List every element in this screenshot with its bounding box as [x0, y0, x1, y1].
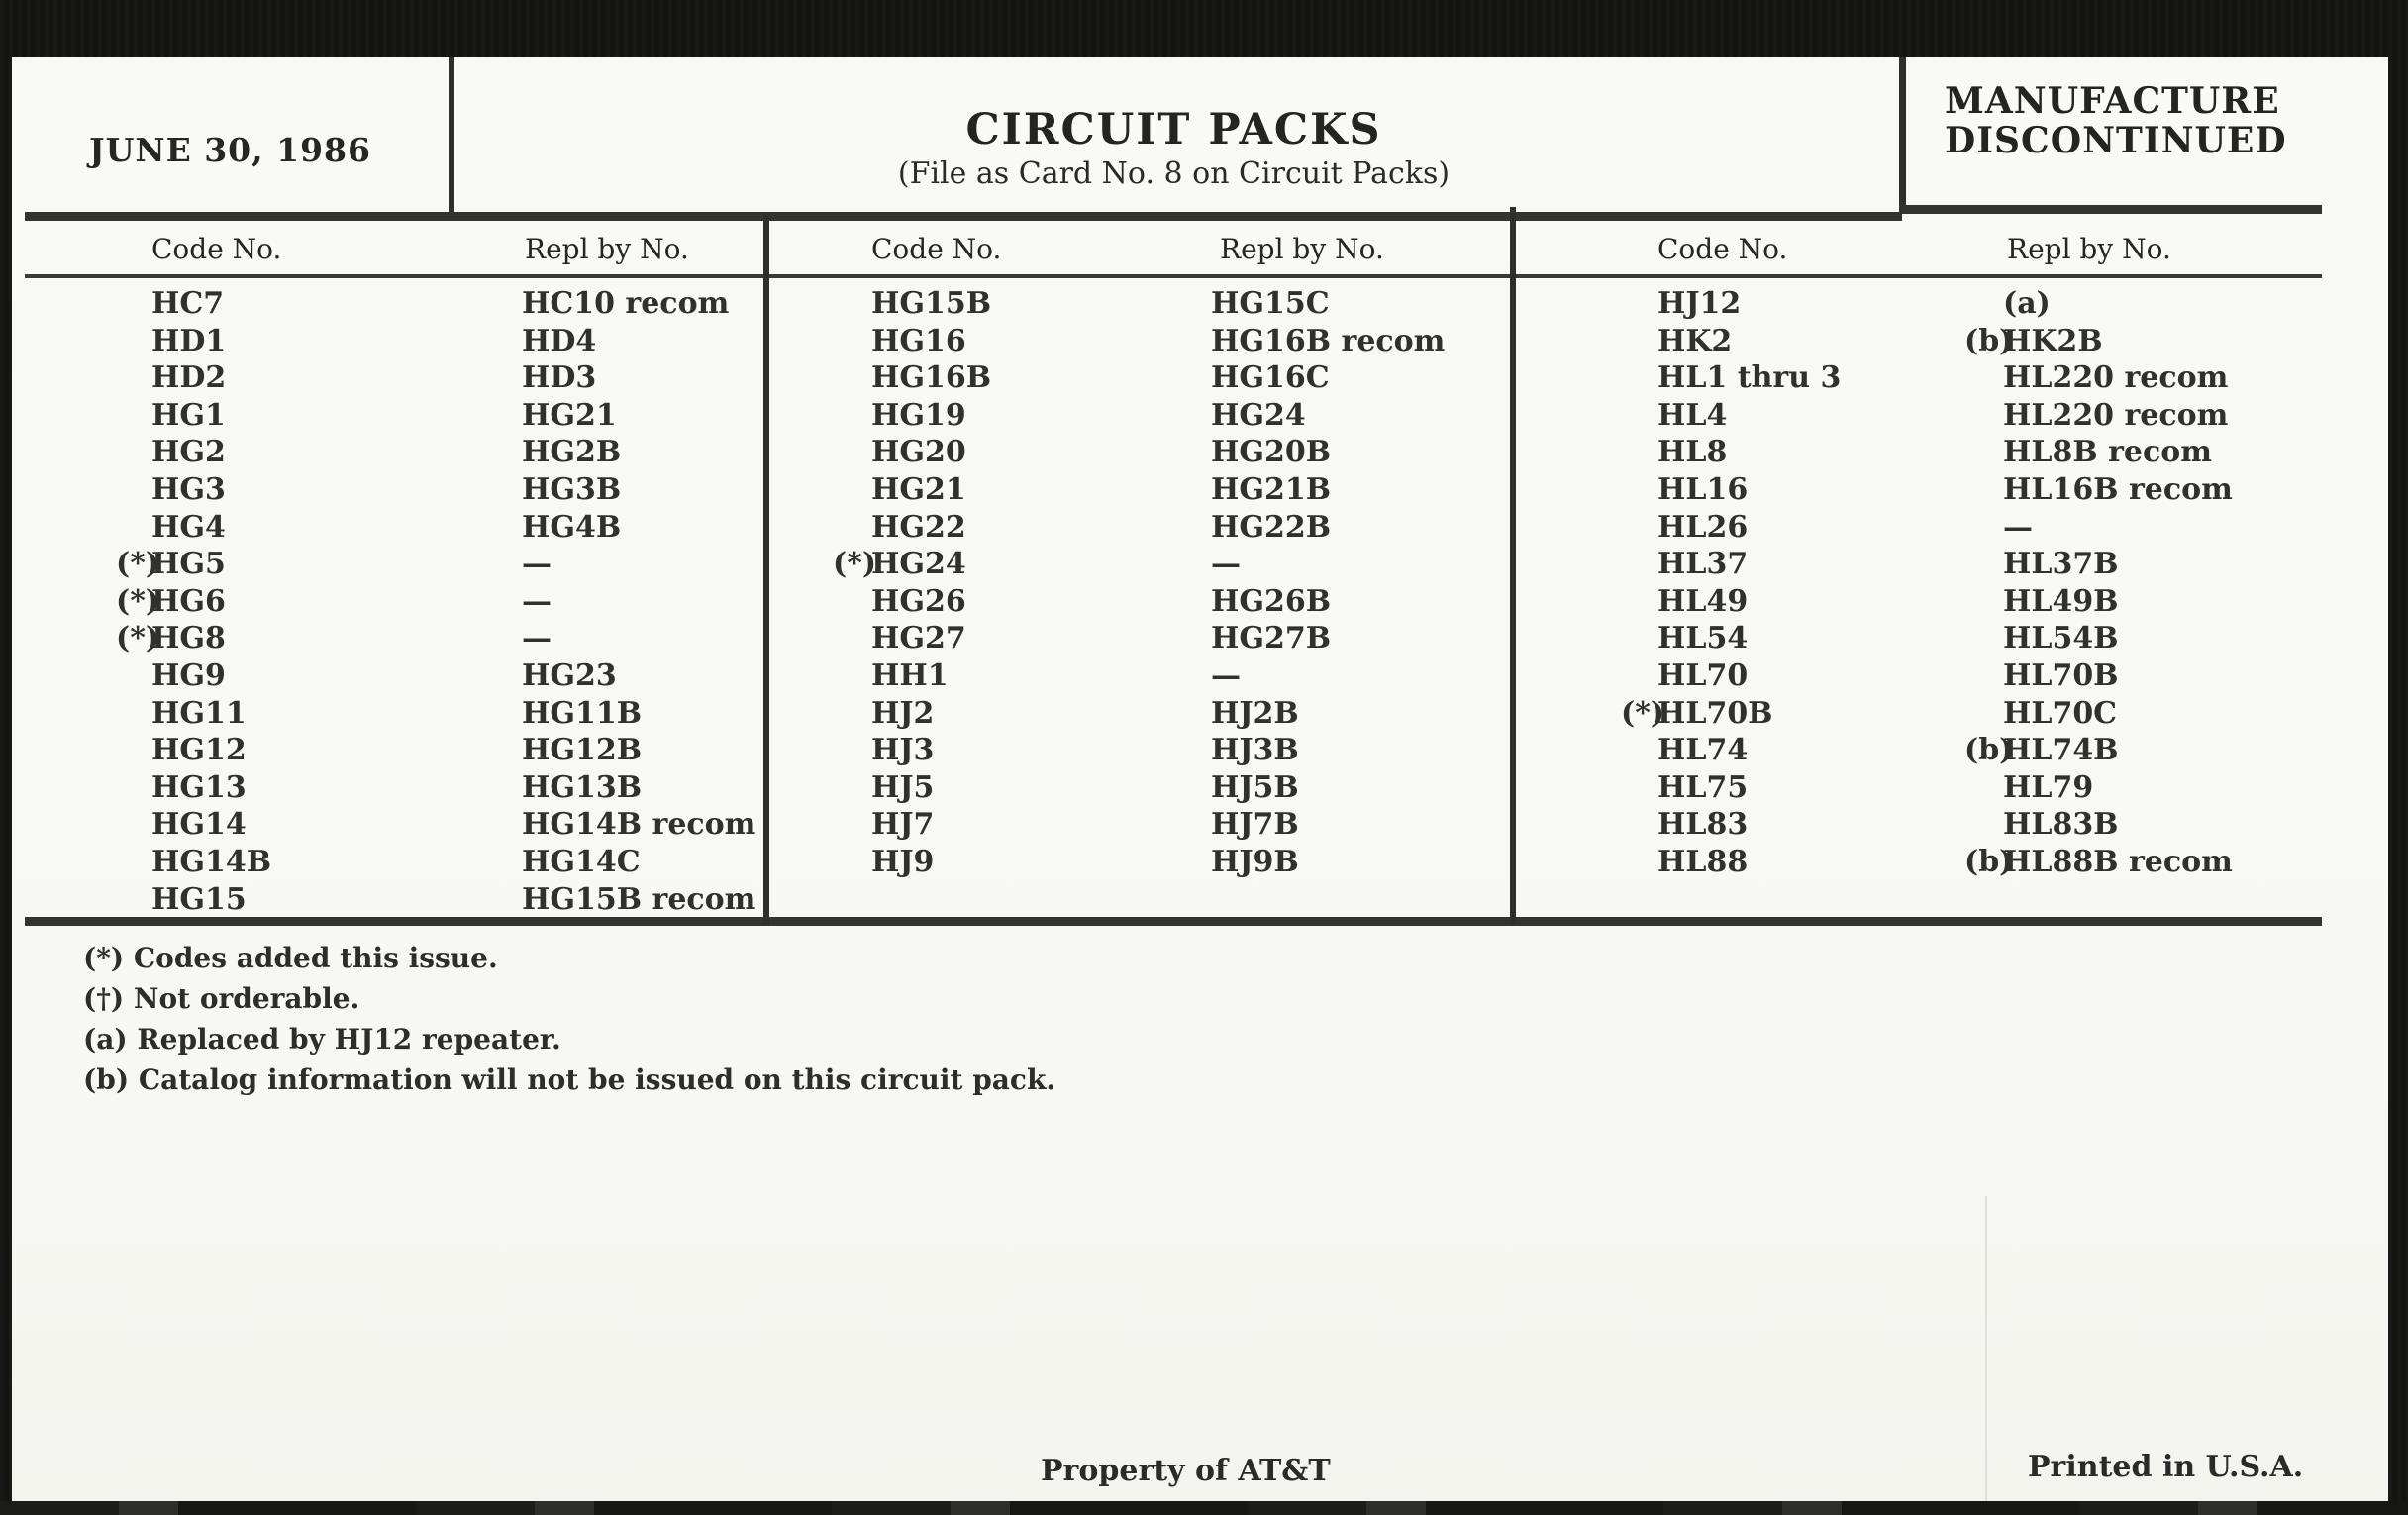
code-flag	[833, 583, 871, 621]
code-flag	[1621, 546, 1657, 583]
code-flag: (*)	[116, 547, 160, 582]
repl-no-value: HC10 recom	[522, 286, 730, 321]
code-flag	[1621, 769, 1657, 807]
code-flag	[116, 323, 151, 360]
repl-flag	[1964, 583, 2003, 621]
table-row	[116, 732, 763, 769]
repl-no-value: HG11B	[522, 695, 643, 731]
repl-no-value: —	[522, 621, 552, 656]
code-flag	[116, 509, 151, 547]
repl-no-value: HL70B	[2003, 657, 2119, 693]
footnote-replaced-by: (a) Replaced by HJ12 repeater.	[83, 1023, 561, 1056]
code-flag	[833, 806, 871, 844]
repl-no-value: HG16C	[1211, 360, 1330, 396]
table-row	[1621, 323, 2320, 360]
table-row	[116, 806, 763, 844]
code-flag	[1621, 285, 1657, 323]
repl-flag	[1964, 769, 2003, 807]
table-row	[1621, 657, 2320, 695]
table-row	[833, 509, 1510, 547]
table-row	[833, 620, 1510, 657]
column-header-repl: Repl by No.	[1220, 233, 1384, 265]
code-no-value: HL70B	[1657, 695, 1773, 731]
column-header-code: Code No.	[871, 233, 1002, 265]
code-no-value: HL26	[1657, 509, 1749, 545]
code-flag	[833, 397, 871, 435]
repl-no-value: HG24	[1211, 397, 1306, 433]
code-no-value: HG6	[151, 583, 226, 619]
code-flag	[116, 285, 151, 323]
circuit-packs-card	[12, 57, 2388, 1505]
code-flag	[116, 732, 151, 769]
table-bottom-rule	[25, 917, 2322, 926]
header-rule-right	[1899, 205, 2322, 214]
repl-no-value: HG21B	[1211, 471, 1332, 507]
code-no-value: HG26	[871, 583, 966, 619]
code-flag	[1621, 397, 1657, 435]
table-row	[833, 657, 1510, 695]
repl-flag: (b)	[1964, 323, 2014, 358]
code-no-value: HJ12	[1657, 286, 1742, 321]
repl-no-value: HL37B	[2003, 547, 2119, 582]
repl-no-value: HK2B	[2003, 323, 2103, 358]
table-row	[116, 397, 763, 435]
code-no-value: HG2	[151, 435, 226, 470]
code-flag	[833, 509, 871, 547]
repl-flag	[1964, 546, 2003, 583]
repl-no-value: HG15C	[1211, 286, 1330, 321]
code-flag	[116, 769, 151, 807]
code-no-value: HG9	[151, 657, 226, 693]
code-no-value: HG21	[871, 471, 966, 507]
code-flag	[116, 881, 151, 919]
table-row	[1621, 769, 2320, 807]
manufacture-discontinued-label: MANUFACTURE DISCONTINUED	[1945, 80, 2287, 161]
code-no-value: HK2	[1657, 323, 1733, 358]
code-flag	[833, 323, 871, 360]
repl-no-value: HD3	[522, 360, 597, 396]
table-row	[1621, 546, 2320, 583]
code-flag	[1621, 509, 1657, 547]
code-flag	[833, 657, 871, 695]
repl-no-value: HG20B	[1211, 435, 1332, 470]
table-row	[116, 509, 763, 547]
code-flag: (*)	[116, 621, 160, 656]
code-no-value: HJ9	[871, 844, 935, 879]
table-row	[116, 620, 763, 657]
scan-seam	[1985, 1196, 1987, 1505]
table-pane-middle	[833, 285, 1510, 881]
repl-no-value: HG2B	[522, 435, 622, 470]
table-row	[116, 323, 763, 360]
table-pane-left	[116, 285, 763, 918]
table-row	[1621, 620, 2320, 657]
table-row	[1621, 397, 2320, 435]
repl-no-value: HL54B	[2003, 621, 2119, 656]
code-flag: (*)	[1621, 695, 1665, 731]
code-no-value: HG19	[871, 397, 966, 433]
repl-no-value: HG21	[522, 397, 617, 433]
code-no-value: HL70	[1657, 657, 1749, 693]
column-header-rule	[25, 274, 2322, 278]
code-no-value: HL75	[1657, 769, 1749, 805]
pane-divider-1	[763, 214, 769, 926]
code-no-value: HG16	[871, 323, 966, 358]
code-flag	[1621, 471, 1657, 509]
table-row	[833, 583, 1510, 621]
code-flag: (*)	[116, 583, 160, 619]
repl-no-value: HG23	[522, 657, 617, 693]
table-row	[116, 769, 763, 807]
repl-no-value: HL79	[2003, 769, 2094, 805]
code-flag	[116, 434, 151, 471]
table-row	[1621, 434, 2320, 471]
repl-no-value: HL16B recom	[2003, 471, 2233, 507]
table-row	[116, 285, 763, 323]
pane-divider-2	[1510, 207, 1516, 926]
code-flag	[833, 434, 871, 471]
repl-flag: (b)	[1964, 844, 2014, 879]
repl-flag	[1964, 471, 2003, 509]
code-no-value: HL37	[1657, 547, 1749, 582]
code-no-value: HG13	[151, 769, 247, 805]
repl-no-value: HG14C	[522, 844, 641, 879]
code-no-value: HG20	[871, 435, 966, 470]
code-flag	[1621, 359, 1657, 397]
repl-no-value: HL220 recom	[2003, 397, 2229, 433]
code-no-value: HG15	[151, 881, 247, 917]
code-flag	[1621, 434, 1657, 471]
code-flag	[1621, 806, 1657, 844]
column-header-code: Code No.	[1657, 233, 1788, 265]
repl-no-value: HG3B	[522, 471, 622, 507]
repl-no-value: —	[522, 583, 552, 619]
code-no-value: HG16B	[871, 360, 992, 396]
table-row	[1621, 471, 2320, 509]
table-row	[833, 546, 1510, 583]
code-no-value: HD1	[151, 323, 227, 358]
table-row	[833, 359, 1510, 397]
table-row	[1621, 806, 2320, 844]
code-no-value: HG27	[871, 621, 966, 656]
title-block	[449, 57, 1899, 196]
code-no-value: HG14B	[151, 844, 272, 879]
table-row	[833, 732, 1510, 769]
repl-no-value: HJ2B	[1211, 695, 1299, 731]
repl-no-value: HG27B	[1211, 621, 1332, 656]
table-row	[833, 471, 1510, 509]
code-flag	[833, 769, 871, 807]
repl-no-value: —	[2003, 509, 2033, 545]
footnote-catalog-info: (b) Catalog information will not be issued on this circuit pack.	[83, 1063, 1056, 1096]
code-flag	[833, 285, 871, 323]
code-no-value: HG14	[151, 807, 247, 843]
repl-no-value: HG12B	[522, 733, 643, 768]
repl-flag	[1964, 620, 2003, 657]
column-header-repl: Repl by No.	[525, 233, 689, 265]
code-no-value: HJ5	[871, 769, 935, 805]
repl-no-value: HG4B	[522, 509, 622, 545]
code-no-value: HJ3	[871, 733, 935, 768]
code-no-value: HL88	[1657, 844, 1749, 879]
repl-no-value: HL83B	[2003, 807, 2119, 843]
repl-no-value: HL70C	[2003, 695, 2118, 731]
code-flag	[833, 732, 871, 769]
code-no-value: HL49	[1657, 583, 1749, 619]
header-divider-right	[1899, 57, 1906, 212]
code-flag	[833, 359, 871, 397]
repl-no-value: HL49B	[2003, 583, 2119, 619]
scan-bottom-edge	[0, 1501, 2408, 1515]
repl-flag	[1964, 806, 2003, 844]
repl-no-value: HJ3B	[1211, 733, 1299, 768]
code-flag	[116, 657, 151, 695]
page-title: CIRCUIT PACKS	[965, 105, 1382, 154]
code-flag	[116, 695, 151, 733]
table-row	[116, 434, 763, 471]
repl-no-value: —	[1211, 657, 1241, 693]
code-no-value: HG8	[151, 621, 226, 656]
table-row	[116, 471, 763, 509]
table-row	[1621, 509, 2320, 547]
table-row	[116, 881, 763, 919]
code-flag	[833, 844, 871, 881]
page-subtitle: (File as Card No. 8 on Circuit Packs)	[897, 156, 1451, 191]
repl-flag	[1964, 397, 2003, 435]
repl-no-value: HG13B	[522, 769, 643, 805]
repl-flag	[1964, 695, 2003, 733]
repl-no-value: HG14B recom	[522, 807, 756, 843]
header-rule-left	[25, 212, 1902, 221]
code-no-value: HL54	[1657, 621, 1749, 656]
code-no-value: HG24	[871, 547, 966, 582]
code-no-value: HJ7	[871, 807, 935, 843]
repl-no-value: HJ7B	[1211, 807, 1299, 843]
footnote-not-orderable: (†) Not orderable.	[83, 982, 360, 1015]
table-row	[1621, 583, 2320, 621]
table-row	[833, 397, 1510, 435]
table-row	[1621, 285, 2320, 323]
code-no-value: HL4	[1657, 397, 1728, 433]
code-no-value: HG4	[151, 509, 226, 545]
code-no-value: HG5	[151, 547, 226, 582]
table-row	[116, 546, 763, 583]
table-row	[833, 844, 1510, 881]
table-row	[1621, 359, 2320, 397]
code-flag	[833, 620, 871, 657]
table-row	[1621, 844, 2320, 881]
code-no-value: HH1	[871, 657, 949, 693]
code-flag	[1621, 583, 1657, 621]
code-flag	[116, 397, 151, 435]
code-flag	[116, 844, 151, 881]
repl-no-value: HL74B	[2003, 733, 2119, 768]
table-row	[116, 695, 763, 733]
repl-no-value: HG15B recom	[522, 881, 756, 917]
table-row	[116, 583, 763, 621]
repl-no-value: —	[1211, 547, 1241, 582]
code-flag	[833, 695, 871, 733]
footnote-codes-added: (*) Codes added this issue.	[83, 942, 498, 974]
code-flag	[1621, 323, 1657, 360]
table-row	[833, 769, 1510, 807]
repl-no-value: HG26B	[1211, 583, 1332, 619]
code-no-value: HL74	[1657, 733, 1749, 768]
printed-in-usa: Printed in U.S.A.	[2028, 1450, 2304, 1484]
repl-no-value: HL8B recom	[2003, 435, 2213, 470]
column-header-repl: Repl by No.	[2007, 233, 2171, 265]
repl-no-value: HJ5B	[1211, 769, 1299, 805]
code-no-value: HG11	[151, 695, 247, 731]
code-no-value: HJ2	[871, 695, 935, 731]
repl-flag: (b)	[1964, 733, 2014, 768]
table-row	[833, 285, 1510, 323]
code-flag: (*)	[833, 547, 877, 582]
code-no-value: HG12	[151, 733, 247, 768]
issue-date: JUNE 30, 1986	[89, 131, 371, 169]
code-no-value: HC7	[151, 286, 225, 321]
table-row	[1621, 695, 2320, 733]
code-no-value: HL16	[1657, 471, 1749, 507]
repl-flag	[1964, 434, 2003, 471]
code-no-value: HG15B	[871, 286, 992, 321]
table-row	[833, 434, 1510, 471]
repl-no-value: HL220 recom	[2003, 360, 2229, 396]
table-row	[833, 806, 1510, 844]
repl-no-value: —	[522, 547, 552, 582]
code-flag	[1621, 732, 1657, 769]
table-row	[116, 844, 763, 881]
property-notice: Property of AT&T	[1041, 1454, 1331, 1488]
repl-flag	[1964, 359, 2003, 397]
code-no-value: HL8	[1657, 435, 1728, 470]
code-flag	[116, 471, 151, 509]
code-flag	[116, 359, 151, 397]
code-flag	[116, 806, 151, 844]
code-no-value: HG1	[151, 397, 226, 433]
repl-no-value: HJ9B	[1211, 844, 1299, 879]
code-flag	[1621, 620, 1657, 657]
repl-flag	[1964, 657, 2003, 695]
repl-flag	[1964, 509, 2003, 547]
code-no-value: HG3	[151, 471, 226, 507]
table-row	[833, 695, 1510, 733]
repl-no-value: HG16B recom	[1211, 323, 1446, 358]
code-no-value: HG22	[871, 509, 966, 545]
table-row	[1621, 732, 2320, 769]
code-no-value: HD2	[151, 360, 227, 396]
repl-flag	[1964, 285, 2003, 323]
table-row	[116, 657, 763, 695]
table-row	[833, 323, 1510, 360]
table-row	[116, 359, 763, 397]
table-pane-right	[1621, 285, 2320, 881]
repl-no-value: HD4	[522, 323, 597, 358]
repl-no-value: HG22B	[1211, 509, 1332, 545]
repl-no-value: HL88B recom	[2003, 844, 2233, 879]
repl-no-value: (a)	[2003, 286, 2051, 321]
column-header-code: Code No.	[151, 233, 282, 265]
code-flag	[1621, 844, 1657, 881]
code-flag	[833, 471, 871, 509]
code-no-value: HL83	[1657, 807, 1749, 843]
code-no-value: HL1 thru 3	[1657, 360, 1842, 396]
code-flag	[1621, 657, 1657, 695]
